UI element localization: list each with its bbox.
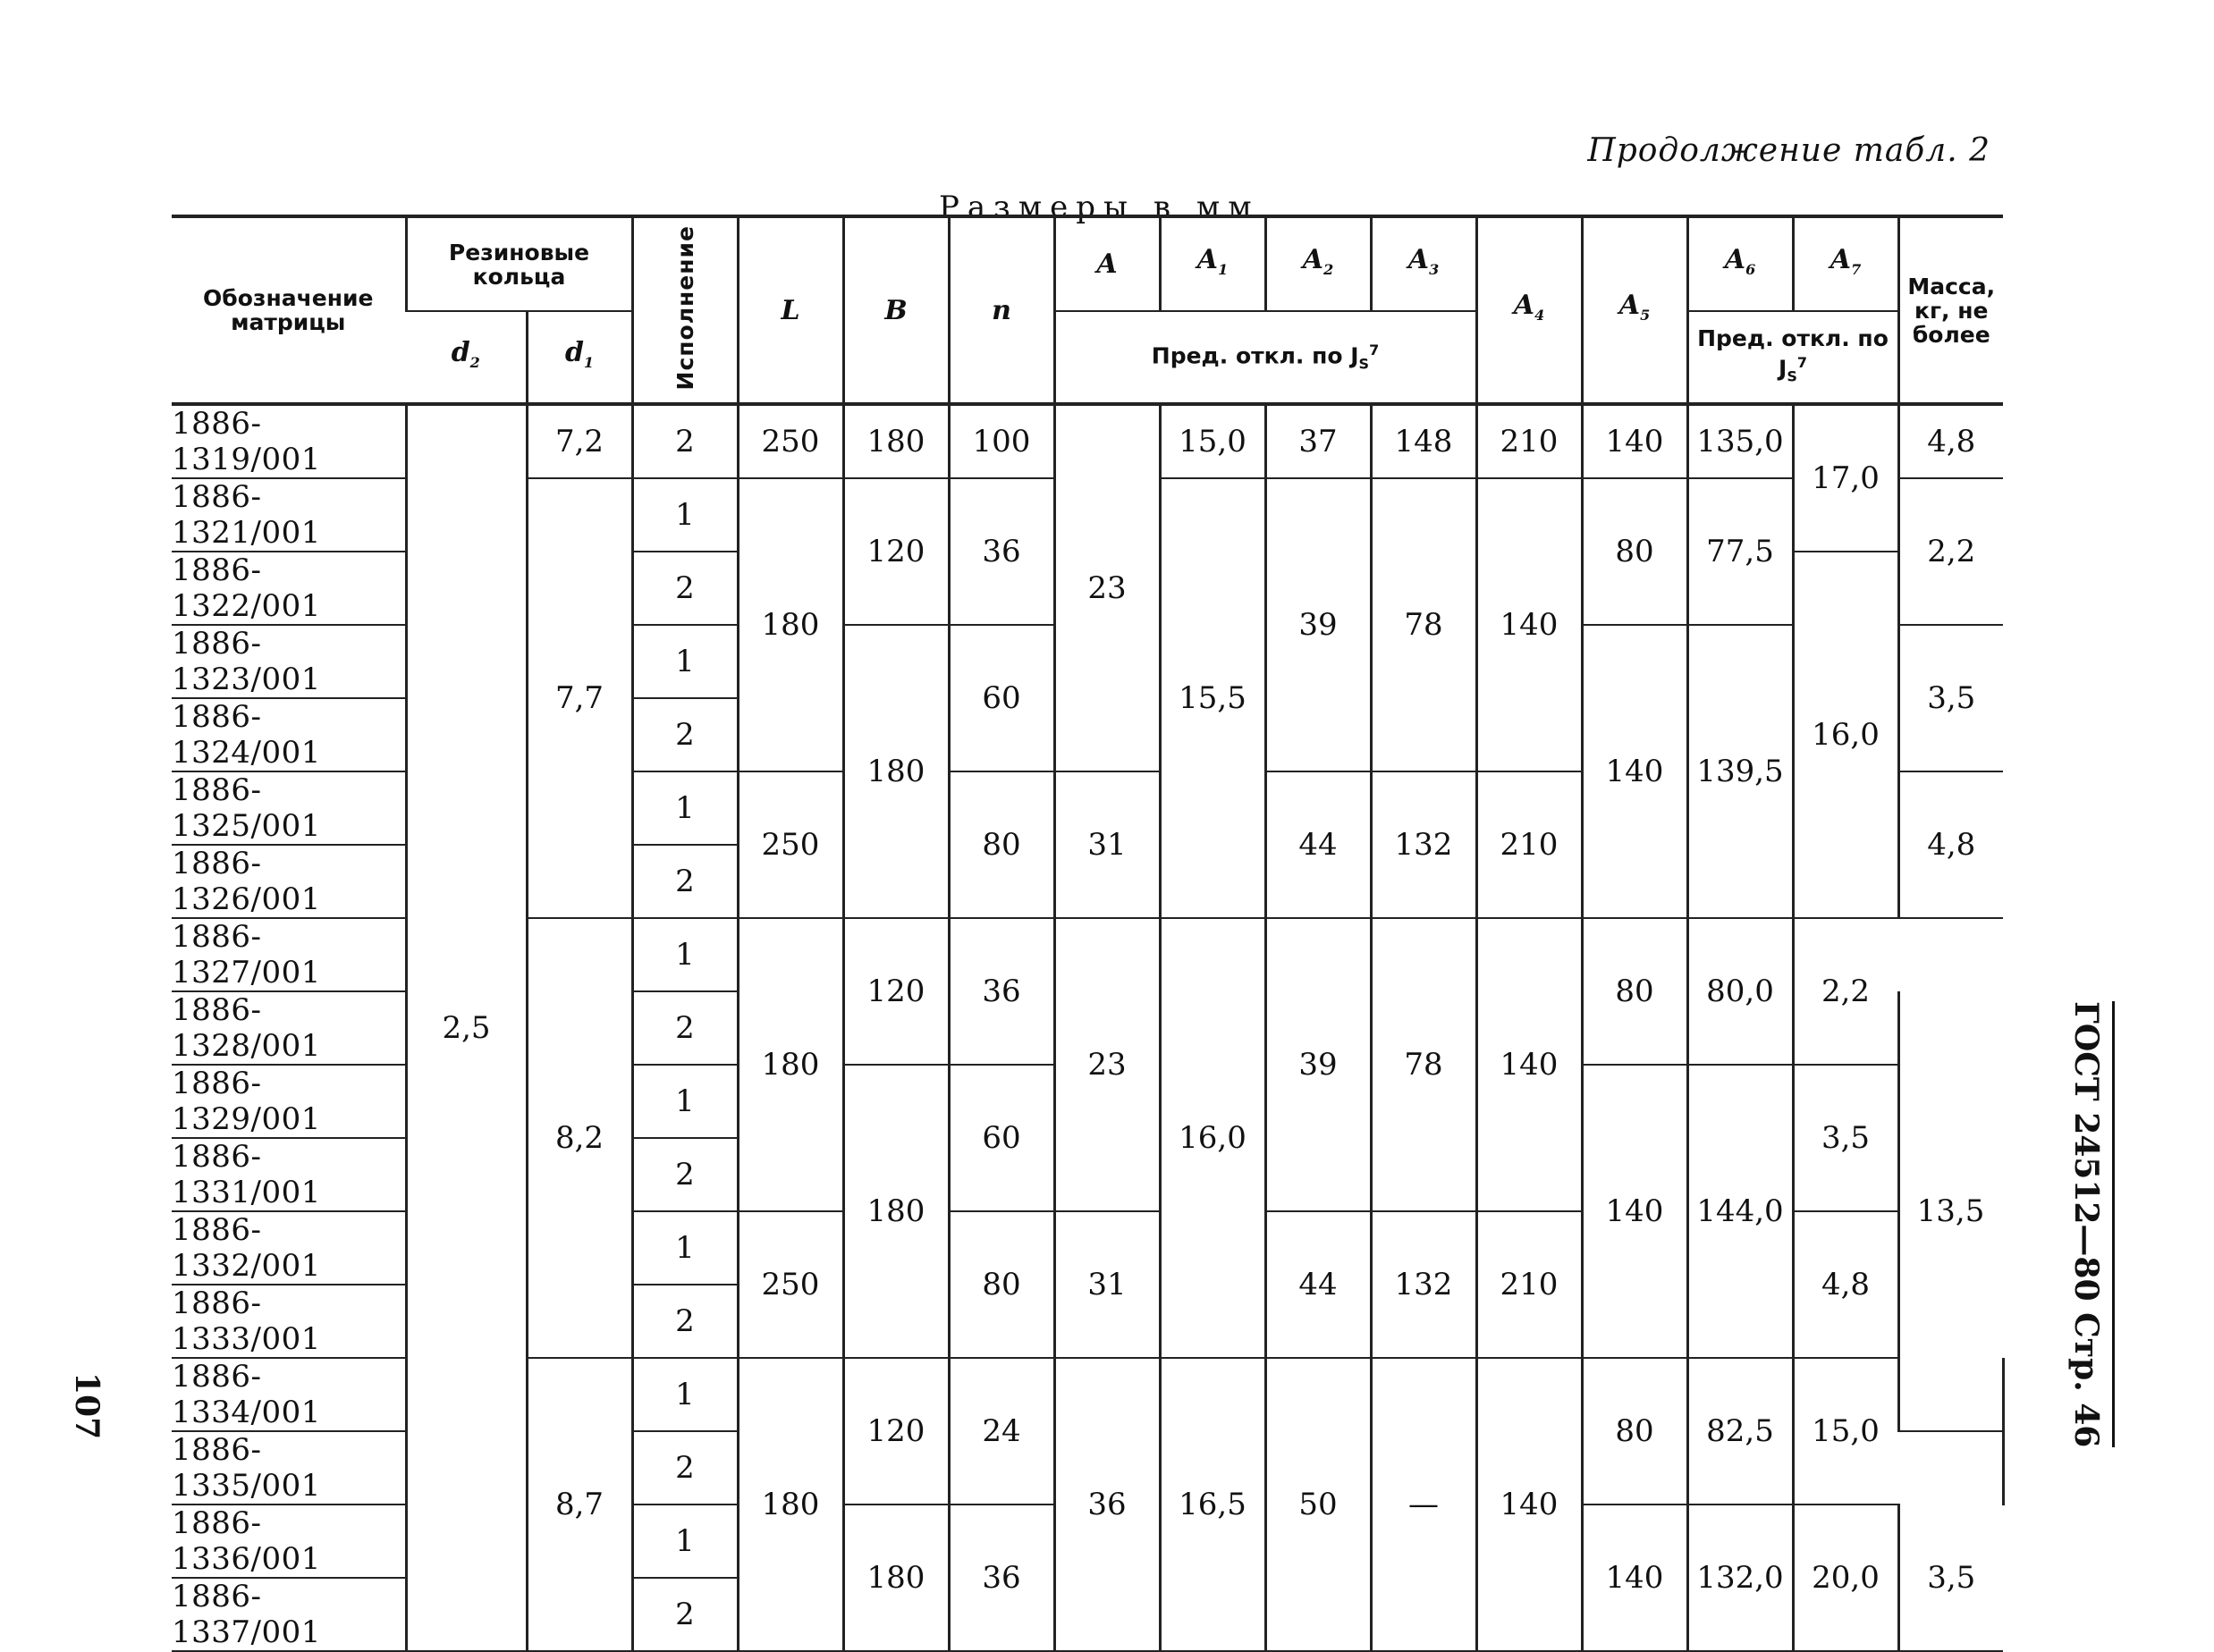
d1-cell: 8,7 xyxy=(527,1358,632,1651)
execution-cell: 1 xyxy=(632,1211,738,1285)
n-cell: 60 xyxy=(949,625,1054,771)
designation-cell: 1886-1335/001 xyxy=(172,1431,406,1504)
execution-cell: 1 xyxy=(632,1358,738,1431)
A4-header: $A_4$ xyxy=(1476,216,1582,404)
A6-cell: 139,5 xyxy=(1687,625,1793,918)
designation-cell: 1886-1326/001 xyxy=(172,845,406,918)
n-cell: 36 xyxy=(949,918,1054,1065)
execution-cell: 2 xyxy=(632,1285,738,1358)
A5-cell: 140 xyxy=(1582,625,1687,918)
A6-cell: 80,0 xyxy=(1687,918,1793,1065)
n-cell: 80 xyxy=(949,1211,1054,1358)
designation-cell: 1886-1334/001 xyxy=(172,1358,406,1431)
B-cell: 180 xyxy=(843,404,949,478)
designation-cell: 1886-1331/001 xyxy=(172,1138,406,1211)
B-header: B xyxy=(843,216,949,404)
A5-cell: 80 xyxy=(1582,918,1687,1065)
A6-cell: 132,0 xyxy=(1687,1504,1793,1651)
A-header: A xyxy=(1054,216,1160,311)
A6-cell: 144,0 xyxy=(1687,1065,1793,1358)
mass-cell: 4,8 xyxy=(1793,1211,1898,1358)
A-cell: 36 xyxy=(1054,1358,1160,1651)
L-cell: 250 xyxy=(738,404,843,478)
execution-cell: 2 xyxy=(632,552,738,625)
d2-cell: 2,5 xyxy=(406,404,527,1651)
designation-cell: 1886-1332/001 xyxy=(172,1211,406,1285)
A4-cell: 210 xyxy=(1476,771,1582,918)
mass-header: Масса, кг, не более xyxy=(1898,216,2003,404)
d2-header: $d_2$ xyxy=(406,311,527,404)
n-cell: 36 xyxy=(949,478,1054,625)
units-note: Размеры в мм xyxy=(939,190,1260,225)
A1-header: $A_1$ xyxy=(1160,216,1265,311)
execution-cell: 2 xyxy=(632,1578,738,1651)
A2-cell: 44 xyxy=(1265,1211,1371,1358)
A7-cell: 15,0 xyxy=(1793,1358,1898,1504)
A1-cell: 16,5 xyxy=(1160,1358,1265,1651)
designation-cell: 1886-1336/001 xyxy=(172,1504,406,1578)
execution-cell: 2 xyxy=(632,698,738,771)
A2-cell: 37 xyxy=(1265,404,1371,478)
L-cell: 180 xyxy=(738,918,843,1211)
execution-cell: 1 xyxy=(632,771,738,845)
d1-cell: 8,2 xyxy=(527,918,632,1358)
A5-cell: 80 xyxy=(1582,1358,1687,1504)
L-header: L xyxy=(738,216,843,404)
page-number: 107 xyxy=(68,1372,106,1440)
designation-cell: 1886-1327/001 xyxy=(172,918,406,991)
A3-cell: 132 xyxy=(1371,771,1476,918)
execution-cell: 1 xyxy=(632,625,738,698)
A-cell: 23 xyxy=(1054,918,1160,1211)
A3-cell: 132 xyxy=(1371,1211,1476,1358)
A6-cell: 135,0 xyxy=(1687,404,1793,478)
B-cell: 180 xyxy=(843,1504,949,1651)
mass-cell: 4,8 xyxy=(1898,771,2003,918)
n-cell: 36 xyxy=(949,1504,1054,1651)
rings-header: Резиновые кольца xyxy=(406,216,632,311)
B-cell: 120 xyxy=(843,478,949,625)
d1-cell: 7,7 xyxy=(527,478,632,918)
execution-header: Исполнение xyxy=(632,216,738,404)
A3-header: $A_3$ xyxy=(1371,216,1476,311)
A5-cell: 140 xyxy=(1582,404,1687,478)
L-cell: 250 xyxy=(738,1211,843,1358)
B-cell: 180 xyxy=(843,625,949,918)
execution-cell: 1 xyxy=(632,918,738,991)
deviation-header-b: Пред. откл. по $J_S^7$ xyxy=(1687,311,1898,404)
designation-cell: 1886-1319/001 xyxy=(172,404,406,478)
designation-cell: 1886-1322/001 xyxy=(172,552,406,625)
mass-cell: 2,2 xyxy=(1793,918,1898,1065)
A4-cell: 140 xyxy=(1476,478,1582,771)
designation-cell: 1886-1337/001 xyxy=(172,1578,406,1651)
designation-cell: 1886-1323/001 xyxy=(172,625,406,698)
n-header: n xyxy=(949,216,1054,404)
A2-cell: 50 xyxy=(1265,1358,1371,1651)
A5-cell: 80 xyxy=(1582,478,1687,625)
execution-cell: 2 xyxy=(632,1431,738,1504)
A7-header: $A_7$ xyxy=(1793,216,1898,311)
d1-cell: 7,2 xyxy=(527,404,632,478)
L-cell: 250 xyxy=(738,771,843,918)
A-cell: 31 xyxy=(1054,771,1160,918)
A6-cell: 82,5 xyxy=(1687,1358,1793,1504)
table-caption: Продолжение табл. 2 xyxy=(1587,132,1990,169)
n-cell: 100 xyxy=(949,404,1054,478)
deviation-header-a: Пред. откл. по $J_S^7$ xyxy=(1054,311,1476,404)
mass-cell: 3,5 xyxy=(1898,625,2003,771)
A3-cell: 78 xyxy=(1371,918,1476,1211)
A4-cell: 140 xyxy=(1476,918,1582,1211)
d1-header: $d_1$ xyxy=(527,311,632,404)
execution-cell: 2 xyxy=(632,845,738,918)
execution-cell: 1 xyxy=(632,1065,738,1138)
A4-cell: 210 xyxy=(1476,404,1582,478)
side-reference: ГОСТ 24512—80 Стр. 46 xyxy=(2067,1001,2115,1447)
L-cell: 180 xyxy=(738,1358,843,1651)
A7-cell: 16,0 xyxy=(1793,552,1898,918)
A7-cell: 17,0 xyxy=(1793,404,1898,552)
A5-cell: 140 xyxy=(1582,1504,1687,1651)
execution-cell: 2 xyxy=(632,991,738,1065)
A3-cell: 148 xyxy=(1371,404,1476,478)
B-cell: 120 xyxy=(843,1358,949,1504)
A1-cell: 16,0 xyxy=(1160,918,1265,1358)
B-cell: 180 xyxy=(843,1065,949,1358)
designation-cell: 1886-1321/001 xyxy=(172,478,406,552)
L-cell: 180 xyxy=(738,478,843,771)
mass-cell: 3,5 xyxy=(1898,1504,2003,1651)
A4-cell: 210 xyxy=(1476,1211,1582,1358)
A2-cell: 39 xyxy=(1265,478,1371,771)
n-cell: 24 xyxy=(949,1358,1054,1504)
A-cell: 23 xyxy=(1054,404,1160,771)
A2-header: $A_2$ xyxy=(1265,216,1371,311)
execution-cell: 2 xyxy=(632,404,738,478)
mass-cell: 3,5 xyxy=(1793,1065,1898,1211)
A3-cell: — xyxy=(1371,1358,1476,1651)
designation-cell: 1886-1324/001 xyxy=(172,698,406,771)
A1-cell: 15,5 xyxy=(1160,478,1265,918)
designation-header: Обозначение матрицы xyxy=(172,216,406,404)
A5-cell: 140 xyxy=(1582,1065,1687,1358)
designation-cell: 1886-1333/001 xyxy=(172,1285,406,1358)
A6-header: $A_6$ xyxy=(1687,216,1793,311)
mass-cell: 2,2 xyxy=(1898,478,2003,625)
B-cell: 120 xyxy=(843,918,949,1065)
gost-table xyxy=(172,215,2003,1652)
A6-cell: 77,5 xyxy=(1687,478,1793,625)
execution-cell: 1 xyxy=(632,1504,738,1578)
execution-cell: 1 xyxy=(632,478,738,552)
A4-cell: 140 xyxy=(1476,1358,1582,1651)
A7-cell: 20,0 xyxy=(1793,1504,1898,1651)
A7-cell: 13,5 xyxy=(1898,991,2003,1431)
mass-cell: 4,8 xyxy=(1898,404,2003,478)
designation-cell: 1886-1328/001 xyxy=(172,991,406,1065)
A-cell: 31 xyxy=(1054,1211,1160,1358)
A5-header: $A_5$ xyxy=(1582,216,1687,404)
designation-cell: 1886-1325/001 xyxy=(172,771,406,845)
A3-cell: 78 xyxy=(1371,478,1476,771)
n-cell: 80 xyxy=(949,771,1054,918)
execution-cell: 2 xyxy=(632,1138,738,1211)
A1-cell: 15,0 xyxy=(1160,404,1265,478)
A2-cell: 44 xyxy=(1265,771,1371,918)
n-cell: 60 xyxy=(949,1065,1054,1211)
designation-cell: 1886-1329/001 xyxy=(172,1065,406,1138)
A2-cell: 39 xyxy=(1265,918,1371,1211)
